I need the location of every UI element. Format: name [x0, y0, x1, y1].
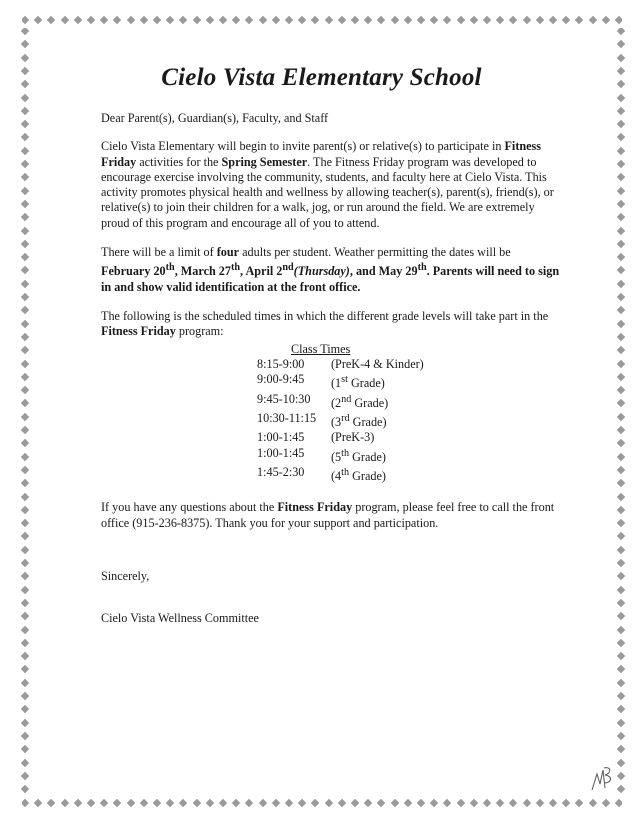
border-diamond-icon: [192, 799, 200, 807]
border-diamond-icon: [562, 799, 570, 807]
schedule-grade-label: Grade): [347, 376, 385, 391]
border-diamond-icon: [617, 532, 625, 540]
border-diamond-icon: [456, 16, 464, 24]
valediction: Sincerely,: [101, 568, 150, 583]
border-diamond-icon: [549, 799, 557, 807]
border-diamond-icon: [617, 146, 625, 154]
border-diamond-icon: [377, 16, 385, 24]
border-diamond-icon: [351, 799, 359, 807]
border-diamond-icon: [617, 226, 625, 234]
border-diamond-icon: [298, 799, 306, 807]
border-diamond-icon: [617, 519, 625, 527]
border-diamond-icon: [617, 107, 625, 115]
border-diamond-icon: [21, 28, 29, 35]
date-may-suffix: th: [417, 262, 427, 274]
border-diamond-icon: [21, 240, 29, 248]
border-diamond-icon: [617, 266, 625, 274]
dates-paragraph: [101, 245, 563, 295]
border-diamond-icon: [617, 745, 625, 753]
border-diamond-icon: [21, 293, 29, 301]
schedule-grade-text: (3: [331, 415, 342, 429]
border-diamond-icon: [338, 16, 346, 24]
border-diamond-icon: [617, 319, 625, 327]
schedule-time: 9:45-10:30: [257, 391, 311, 406]
border-diamond-icon: [21, 599, 29, 607]
border-diamond-icon: [153, 799, 161, 807]
border-diamond-icon: [617, 426, 625, 434]
intro-paragraph: [101, 139, 563, 231]
schedule-grade: [331, 392, 388, 411]
border-diamond-icon: [324, 799, 332, 807]
schedule-grade-suffix: th: [341, 447, 350, 459]
border-diamond-icon: [285, 799, 293, 807]
border-diamond-icon: [21, 373, 29, 381]
border-diamond-icon: [617, 772, 625, 780]
border-diamond-icon: [617, 279, 625, 287]
border-diamond-icon: [21, 346, 29, 354]
border-diamond-icon: [258, 799, 266, 807]
schedule-grade: [331, 446, 386, 465]
id-requirement: . Parents will need to sign in and show valid identification at the front office.: [101, 264, 560, 294]
schedule-time: 1:00-1:45: [257, 445, 305, 460]
fitness-friday-bold-2: Fitness Friday: [101, 324, 176, 339]
border-diamond-icon: [417, 16, 425, 24]
schedule-row: [257, 392, 563, 411]
border-diamond-icon: [617, 386, 625, 394]
contact-text-1: If you have any questions about the: [101, 500, 278, 515]
border-diamond-icon: [21, 678, 29, 686]
border-diamond-icon: [21, 785, 29, 793]
date-may: , and May 29: [349, 264, 418, 279]
border-diamond-icon: [272, 16, 280, 24]
border-diamond-icon: [21, 466, 29, 474]
schedule-time: 8:15-9:00: [257, 356, 305, 371]
border-diamond-icon: [311, 16, 319, 24]
border-diamond-icon: [21, 745, 29, 753]
schedule-row: [257, 411, 563, 430]
border-diamond-icon: [34, 16, 42, 24]
border-diamond-icon: [22, 16, 29, 24]
border-diamond-icon: [617, 479, 625, 487]
border-diamond-icon: [617, 466, 625, 474]
border-diamond-icon: [617, 346, 625, 354]
border-diamond-icon: [100, 16, 108, 24]
schedule-grade-suffix: st: [341, 374, 348, 386]
border-diamond-icon: [575, 16, 583, 24]
border-diamond-icon: [377, 799, 385, 807]
border-diamond-icon: [21, 452, 29, 460]
schedule-row: [257, 465, 563, 484]
border-diamond-icon: [496, 16, 504, 24]
border-diamond-icon: [470, 799, 478, 807]
border-diamond-icon: [21, 319, 29, 327]
schedule-intro-text-1: The following is the scheduled times in which the different grade levels will take part in the: [101, 309, 549, 324]
schedule-grade: [331, 465, 386, 484]
border-diamond-icon: [21, 572, 29, 580]
border-diamond-icon: [390, 16, 398, 24]
border-diamond-icon: [140, 799, 148, 807]
border-diamond-icon: [364, 799, 372, 807]
border-diamond-icon: [245, 799, 253, 807]
border-diamond-icon: [617, 40, 625, 48]
date-apr-suffix: nd: [282, 262, 294, 274]
schedule-grade-text: (PreK-3): [331, 430, 375, 445]
border-diamond-icon: [617, 639, 625, 647]
schedule-time: 1:00-1:45: [257, 430, 305, 445]
border-diamond-icon: [21, 758, 29, 766]
border-diamond-icon: [617, 559, 625, 567]
border-diamond-icon: [21, 639, 29, 647]
schedule-intro-text-2: program:: [175, 324, 224, 339]
border-diamond-icon: [617, 213, 625, 221]
border-diamond-icon: [21, 359, 29, 367]
border-diamond-icon: [338, 799, 346, 807]
border-diamond-icon: [21, 93, 29, 101]
border-diamond-icon: [21, 386, 29, 394]
schedule-grade-text: (4: [331, 469, 342, 484]
border-diamond-icon: [113, 799, 121, 807]
border-diamond-icon: [21, 732, 29, 740]
border-diamond-icon: [456, 799, 464, 807]
border-diamond-icon: [179, 799, 187, 807]
border-diamond-icon: [21, 306, 29, 314]
border-diamond-icon: [430, 16, 438, 24]
schedule-grade-text: (2: [331, 395, 342, 410]
border-diamond-icon: [430, 799, 438, 807]
border-diamond-icon: [617, 120, 625, 128]
border-diamond-icon: [617, 572, 625, 580]
border-diamond-icon: [617, 492, 625, 500]
border-diamond-icon: [617, 585, 625, 593]
border-diamond-icon: [496, 799, 504, 807]
schedule-intro-paragraph: [101, 309, 563, 340]
border-diamond-icon: [21, 266, 29, 274]
border-diamond-icon: [617, 665, 625, 673]
border-diamond-icon: [404, 16, 412, 24]
schedule-grade-label: Grade): [351, 395, 389, 410]
border-diamond-icon: [617, 200, 625, 208]
border-diamond-icon: [617, 652, 625, 660]
border-diamond-icon: [443, 16, 451, 24]
border-diamond-icon: [34, 799, 42, 807]
border-diamond-icon: [47, 16, 55, 24]
border-diamond-icon: [617, 452, 625, 460]
schedule-grade-text: (1: [331, 376, 342, 391]
border-diamond-icon: [60, 799, 68, 807]
border-diamond-icon: [617, 93, 625, 101]
border-diamond-icon: [617, 506, 625, 514]
border-diamond-icon: [602, 16, 610, 24]
date-mar-suffix: th: [231, 262, 241, 274]
schedule-time: 9:00-9:45: [257, 372, 305, 387]
border-diamond-icon: [617, 785, 625, 793]
border-diamond-icon: [617, 173, 625, 181]
border-diamond-icon: [74, 16, 82, 24]
fitness-friday-bold-3: Fitness Friday: [277, 500, 353, 515]
border-diamond-icon: [324, 16, 332, 24]
border-diamond-icon: [22, 799, 29, 807]
contact-text-2: program, please feel free to call the front office (915-236-8375). Thank you for your support and participation.: [101, 500, 555, 530]
letter-body: [101, 111, 563, 627]
greeting: Dear Parent(s), Guardian(s), Faculty, and Staff: [101, 111, 329, 125]
schedule-row: [257, 430, 563, 445]
right-diamond-border: [614, 28, 628, 798]
school-title: Cielo Vista Elementary School: [161, 64, 482, 91]
border-diamond-icon: [364, 16, 372, 24]
border-diamond-icon: [617, 293, 625, 301]
border-diamond-icon: [617, 732, 625, 740]
border-diamond-icon: [617, 373, 625, 381]
border-diamond-icon: [87, 16, 95, 24]
schedule-grade-text: (5: [331, 449, 342, 464]
date-feb: February 20: [101, 264, 166, 279]
border-diamond-icon: [21, 519, 29, 527]
border-diamond-icon: [206, 799, 214, 807]
border-diamond-icon: [21, 612, 29, 620]
border-diamond-icon: [404, 799, 412, 807]
schedule-time: 10:30-11:15: [257, 410, 317, 425]
border-diamond-icon: [549, 16, 557, 24]
border-diamond-icon: [21, 479, 29, 487]
border-diamond-icon: [617, 625, 625, 633]
border-diamond-icon: [21, 213, 29, 221]
border-diamond-icon: [617, 439, 625, 447]
border-diamond-icon: [232, 16, 240, 24]
border-diamond-icon: [21, 426, 29, 434]
border-diamond-icon: [21, 333, 29, 341]
border-diamond-icon: [562, 16, 570, 24]
schedule-grade-label: Grade): [349, 415, 387, 429]
border-diamond-icon: [21, 107, 29, 115]
border-diamond-icon: [617, 333, 625, 341]
border-diamond-icon: [617, 186, 625, 194]
border-diamond-icon: [21, 120, 29, 128]
border-diamond-icon: [351, 16, 359, 24]
date-feb-suffix: th: [165, 262, 175, 274]
border-diamond-icon: [206, 16, 214, 24]
border-diamond-icon: [21, 532, 29, 540]
contact-paragraph: [101, 500, 563, 531]
border-diamond-icon: [21, 625, 29, 633]
schedule-row: [257, 372, 563, 391]
date-mar: , March 27: [174, 264, 231, 279]
border-diamond-icon: [390, 799, 398, 807]
border-diamond-icon: [21, 399, 29, 407]
border-diamond-icon: [417, 799, 425, 807]
border-diamond-icon: [87, 799, 95, 807]
date-apr: , April 2: [240, 264, 283, 279]
limit-four-bold: four: [216, 245, 240, 260]
schedule-grade-label: Grade): [349, 469, 386, 484]
border-diamond-icon: [166, 799, 174, 807]
border-diamond-icon: [21, 200, 29, 208]
bottom-diamond-border: [22, 795, 622, 811]
border-diamond-icon: [192, 16, 200, 24]
border-diamond-icon: [617, 692, 625, 700]
border-diamond-icon: [21, 40, 29, 48]
border-diamond-icon: [483, 799, 491, 807]
schedule-grade: [331, 411, 387, 430]
border-diamond-icon: [617, 612, 625, 620]
intro-text-2: activities for the: [136, 154, 222, 169]
border-diamond-icon: [219, 16, 227, 24]
fitness-friday-bold: Fitness Friday: [101, 139, 542, 169]
border-diamond-icon: [509, 799, 517, 807]
border-diamond-icon: [615, 799, 622, 807]
border-diamond-icon: [179, 16, 187, 24]
border-diamond-icon: [21, 412, 29, 420]
border-diamond-icon: [602, 799, 610, 807]
border-diamond-icon: [617, 412, 625, 420]
border-diamond-icon: [113, 16, 121, 24]
border-diamond-icon: [483, 16, 491, 24]
border-diamond-icon: [536, 16, 544, 24]
border-diamond-icon: [617, 545, 625, 553]
border-diamond-icon: [21, 692, 29, 700]
border-diamond-icon: [21, 226, 29, 234]
border-diamond-icon: [443, 799, 451, 807]
border-diamond-icon: [21, 279, 29, 287]
border-diamond-icon: [311, 799, 319, 807]
schedule-header: Class Times: [291, 341, 351, 356]
border-diamond-icon: [126, 16, 134, 24]
border-diamond-icon: [21, 665, 29, 673]
border-diamond-icon: [617, 253, 625, 261]
border-diamond-icon: [617, 160, 625, 168]
border-diamond-icon: [617, 359, 625, 367]
border-diamond-icon: [126, 799, 134, 807]
border-diamond-icon: [21, 53, 29, 61]
border-diamond-icon: [21, 585, 29, 593]
class-times-schedule: [257, 342, 563, 485]
border-diamond-icon: [153, 16, 161, 24]
border-diamond-icon: [617, 306, 625, 314]
border-diamond-icon: [617, 240, 625, 248]
schedule-grade: [331, 430, 374, 445]
border-diamond-icon: [617, 28, 625, 35]
border-diamond-icon: [258, 16, 266, 24]
border-diamond-icon: [298, 16, 306, 24]
border-diamond-icon: [617, 705, 625, 713]
schedule-grade-suffix: nd: [341, 393, 352, 405]
schedule-row: [257, 357, 563, 372]
left-diamond-border: [18, 28, 32, 798]
schedule-grade: [331, 372, 385, 391]
dates-bold: [101, 264, 559, 293]
border-diamond-icon: [219, 799, 227, 807]
border-diamond-icon: [21, 186, 29, 194]
signature: Cielo Vista Wellness Committee: [101, 611, 259, 626]
border-diamond-icon: [21, 718, 29, 726]
border-diamond-icon: [575, 799, 583, 807]
date-apr-weekday: (Thursday): [293, 264, 350, 279]
border-diamond-icon: [245, 16, 253, 24]
border-diamond-icon: [232, 799, 240, 807]
border-diamond-icon: [21, 506, 29, 514]
border-diamond-icon: [21, 173, 29, 181]
border-diamond-icon: [166, 16, 174, 24]
border-diamond-icon: [617, 599, 625, 607]
border-diamond-icon: [21, 545, 29, 553]
border-diamond-icon: [21, 133, 29, 141]
border-diamond-icon: [617, 718, 625, 726]
border-diamond-icon: [21, 146, 29, 154]
top-diamond-border: [22, 12, 622, 28]
border-diamond-icon: [21, 160, 29, 168]
border-diamond-icon: [74, 799, 82, 807]
border-diamond-icon: [509, 16, 517, 24]
border-diamond-icon: [272, 799, 280, 807]
border-diamond-icon: [21, 439, 29, 447]
border-diamond-icon: [617, 758, 625, 766]
border-diamond-icon: [617, 678, 625, 686]
handwritten-initials: [589, 760, 615, 794]
border-diamond-icon: [140, 16, 148, 24]
border-diamond-icon: [21, 559, 29, 567]
spring-semester-bold: Spring Semester: [221, 154, 308, 169]
border-diamond-icon: [21, 253, 29, 261]
border-diamond-icon: [617, 53, 625, 61]
border-diamond-icon: [21, 652, 29, 660]
border-diamond-icon: [588, 799, 596, 807]
border-diamond-icon: [100, 799, 108, 807]
border-diamond-icon: [60, 16, 68, 24]
border-diamond-icon: [285, 16, 293, 24]
schedule-time: 1:45-2:30: [257, 464, 305, 479]
border-diamond-icon: [588, 16, 596, 24]
border-diamond-icon: [615, 16, 622, 24]
intro-text-1: Cielo Vista Elementary will begin to invite parent(s) or relative(s) to participate in: [101, 139, 505, 154]
border-diamond-icon: [536, 799, 544, 807]
schedule-grade-suffix: rd: [341, 412, 350, 424]
border-diamond-icon: [522, 799, 530, 807]
schedule-row: [257, 446, 563, 465]
border-diamond-icon: [21, 772, 29, 780]
schedule-grade-text: (PreK-4 & Kinder): [331, 356, 424, 371]
intro-text-3: . The Fitness Friday program was developed to encourage exercise involving the community, students, and faculty here at Cielo Vista. This activity promotes physical health and wellness by allowing teacher(s), parent(s), friend(s), or relative(s) to join their children for a walk, jog, or run around the field. We are extremely proud of this program and encourage all of you to attend.: [101, 154, 554, 230]
schedule-grade-suffix: th: [341, 466, 350, 478]
border-diamond-icon: [21, 705, 29, 713]
schedule-grade-label: Grade): [349, 449, 386, 464]
border-diamond-icon: [617, 133, 625, 141]
dates-text-2: adults per student. Weather permitting the dates will be: [239, 245, 511, 260]
schedule-grade: [331, 357, 424, 372]
border-diamond-icon: [470, 16, 478, 24]
dates-text-1: There will be a limit of: [101, 245, 217, 260]
border-diamond-icon: [522, 16, 530, 24]
border-diamond-icon: [617, 399, 625, 407]
border-diamond-icon: [47, 799, 55, 807]
border-diamond-icon: [21, 492, 29, 500]
